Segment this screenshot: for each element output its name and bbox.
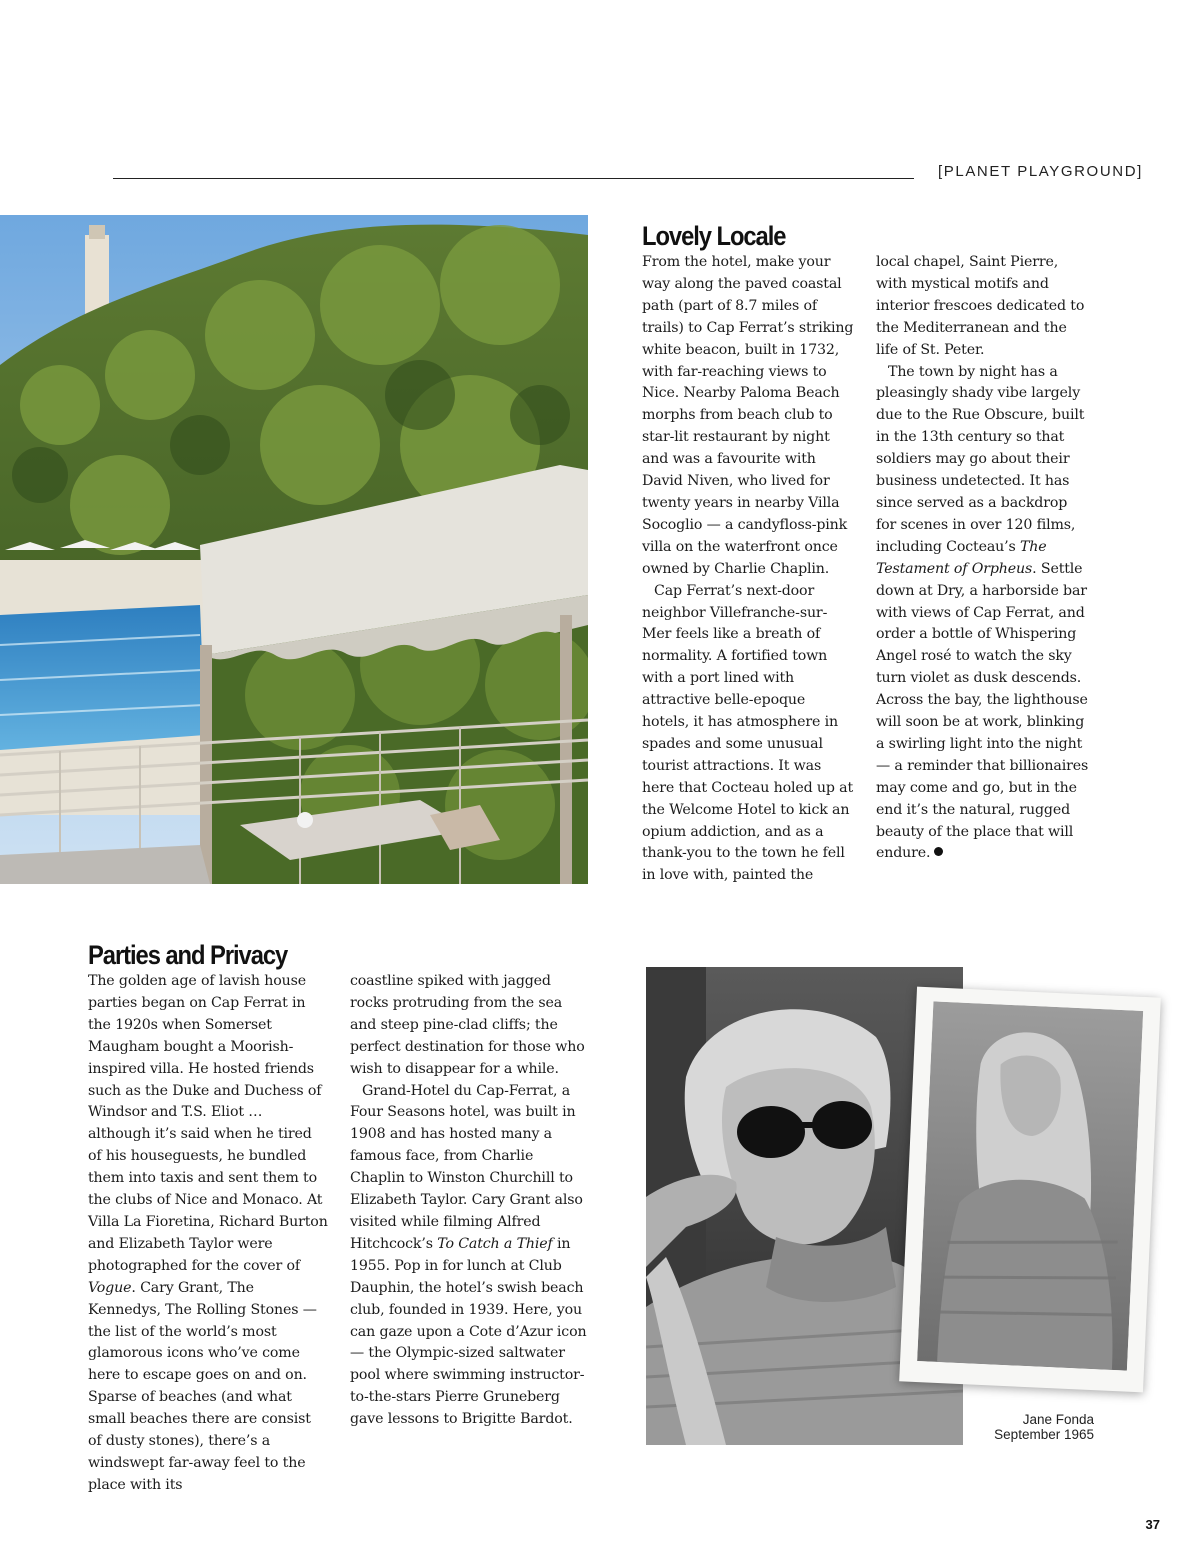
header-rule bbox=[113, 178, 914, 179]
page-number: 37 bbox=[1145, 1517, 1160, 1532]
text-run: in 1955. Pop in for lunch at Club Dauphin, the hotel’s swish beach club, founded in 1939. Here, you can gaze upon a Cote d’Azur icon — the Olympic-sized saltwater pool where swimming instructor-to-the-stars Pierre Gruneberg gave lessons to Brigitte Bardot. bbox=[350, 1235, 587, 1428]
text-run: Grand-Hotel du Cap-Ferrat, a Four Seasons hotel, was built in 1908 and has hosted many a famous face, from Charlie Chaplin to Winston Churchill to Elizabeth Taylor. Cary Grant also visited while filming Alfred Hitchcock’s bbox=[350, 1082, 583, 1252]
portrait-polaroid-illustration bbox=[917, 1001, 1143, 1370]
hotel-pool-illustration bbox=[0, 215, 588, 884]
caption-name: Jane Fonda bbox=[1022, 1412, 1094, 1427]
photo-caption bbox=[960, 1412, 1094, 1442]
polaroid-photo-frame bbox=[899, 987, 1161, 1393]
hotel-pool-photo bbox=[0, 215, 588, 884]
magazine-title: Vogue bbox=[88, 1279, 132, 1296]
parties-privacy-heading: Parties and Privacy bbox=[88, 940, 288, 970]
section-tag: [PLANET PLAYGROUND] bbox=[938, 163, 1143, 180]
text-run: . Settle down at Dry, a harborside bar with views of Cap Ferrat, and order a bottle of Whispering Angel rosé to watch the sky turn violet as dusk descends. Across the bay, the lighthouse will soon be at work, blinking a swirling light into the night — a reminder that billionaires may come and go, but in the end it’s the natural, rugged beauty of the place that will endure. bbox=[876, 560, 1089, 862]
paragraph: Cap Ferrat’s next-door neighbor Villefranche-sur-Mer feels like a breath of normality. A fortified town with a port lined with attractive belle-epoque hotels, it has atmosphere in spades and some unusual tourist attractions. It was here that Cocteau holed up at the Welcome Hotel to kick an opium addiction, and as a thank-you to the town he fell in love with, painted the bbox=[642, 582, 854, 884]
paragraph bbox=[350, 1081, 590, 1432]
paragraph: From the hotel, make your way along the paved coastal path (part of 8.7 miles of trails) to Cap Ferrat’s striking white beacon, built in 1732, with far-reaching views to Nice. Nearby Paloma Beach morphs from beach club to star-lit restaurant by night and was a favourite with David Niven, who lived for twenty years in nearby Villa Socoglio — a candyfloss-pink villa on the waterfront once owned by Charlie Chaplin. bbox=[642, 254, 854, 577]
lovely-locale-heading: Lovely Locale bbox=[642, 221, 786, 251]
text-run: The golden age of lavish house parties began on Cap Ferrat in the 1920s when Somerset Maugham bought a Moorish-inspired villa. He hosted friends such as the Duke and Duchess of Windsor and T.S. Eliot … although it’s said when he tired of his houseguests, he bundled them into taxis and sent them to the clubs of Nice and Monaco. At Villa La Fioretina, Richard Burton and Elizabeth Taylor were photographed for the cover of bbox=[88, 973, 328, 1274]
parties-privacy-column-2 bbox=[350, 971, 590, 1431]
paragraph: local chapel, Saint Pierre, with mystical motifs and interior frescoes dedicated to the Mediterranean and the life of St. Peter. bbox=[876, 254, 1085, 358]
paragraph: coastline spiked with jagged rocks protruding from the sea and steep pine-clad cliffs; the perfect destination for those who wish to disappear for a while. bbox=[350, 973, 585, 1077]
lovely-locale-column-2 bbox=[876, 252, 1090, 865]
paragraph bbox=[88, 971, 328, 1497]
paragraph bbox=[876, 362, 1090, 866]
text-run: The town by night has a pleasingly shady vibe largely due to the Rue Obscure, built in the 13th century so that soldiers may go about their business undetected. It has since served as a backdrop for scenes in over 120 films, including Cocteau’s bbox=[876, 363, 1085, 555]
film-title: To Catch a Thief bbox=[437, 1235, 553, 1252]
caption-date: September 1965 bbox=[994, 1427, 1094, 1442]
film-title: The Testament of Orpheus bbox=[876, 538, 1047, 577]
lovely-locale-column-1 bbox=[642, 252, 856, 887]
parties-privacy-column-1 bbox=[88, 971, 328, 1497]
end-mark-icon bbox=[934, 847, 943, 856]
text-run: . Cary Grant, The Kennedys, The Rolling Stones — the list of the world’s most glamorous icons who’ve come here to escape goes on and on. Sparse of beaches (and what small beaches there are consist of dusty stones), there’s a windswept far-away feel to the place with its bbox=[88, 1279, 317, 1493]
